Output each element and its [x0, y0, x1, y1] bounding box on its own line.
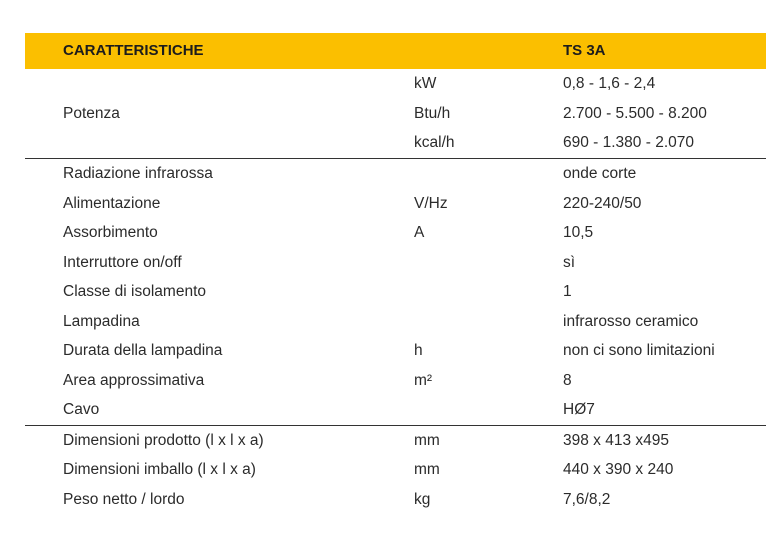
- row-label: Interruttore on/off: [63, 253, 182, 271]
- row-value: sì: [563, 253, 576, 271]
- header-label: CARATTERISTICHE: [63, 42, 204, 59]
- row-label: Dimensioni prodotto (l x l x a): [63, 431, 264, 449]
- table-row: [25, 455, 766, 485]
- row-label: Assorbimento: [63, 224, 158, 241]
- row-value: 7,6/8,2: [563, 490, 611, 508]
- row-label: Classe di isolamento: [63, 283, 207, 300]
- row-label: Radiazione infrarossa: [63, 165, 213, 182]
- row-unit: m²: [414, 371, 433, 389]
- row-value: 2.700 - 5.500 - 8.200: [563, 104, 707, 122]
- row-value: 8: [563, 371, 572, 389]
- table-row: [25, 248, 766, 278]
- row-value: 398 x 413 x495: [563, 431, 670, 449]
- row-unit: h: [414, 342, 423, 359]
- row-unit: mm: [414, 461, 440, 478]
- row-unit: kcal/h: [414, 134, 455, 152]
- specs-group: [25, 159, 766, 426]
- row-unit: kg: [414, 490, 431, 508]
- potenza-row: [25, 69, 766, 99]
- table-row: [25, 366, 766, 396]
- potenza-row: [25, 99, 766, 129]
- table-row: [25, 426, 766, 456]
- row-label: Peso netto / lordo: [63, 490, 185, 508]
- row-value: 10,5: [563, 224, 594, 241]
- row-unit: A: [414, 224, 425, 241]
- potenza-label: Potenza: [63, 105, 120, 122]
- table-row: [25, 218, 766, 248]
- row-value: HØ7: [563, 401, 595, 418]
- potenza-group: [25, 69, 766, 159]
- row-value: infrarosso ceramico: [563, 312, 699, 330]
- header-model: TS 3A: [563, 42, 606, 59]
- spec-table: [25, 33, 766, 514]
- row-unit: kW: [414, 75, 437, 92]
- row-value: 690 - 1.380 - 2.070: [563, 134, 694, 152]
- row-unit: mm: [414, 431, 440, 449]
- potenza-row: [25, 128, 766, 158]
- row-unit: Btu/h: [414, 104, 451, 122]
- table-row: [25, 336, 766, 366]
- table-row: [25, 395, 766, 425]
- row-label: Cavo: [63, 401, 100, 418]
- row-value: 0,8 - 1,6 - 2,4: [563, 75, 656, 92]
- table-row: [25, 159, 766, 189]
- row-value: non ci sono limitazioni: [563, 342, 715, 359]
- dimensions-group: [25, 426, 766, 515]
- table-row: [25, 189, 766, 219]
- table-row: [25, 307, 766, 337]
- row-label: Area approssimativa: [63, 371, 205, 389]
- row-value: onde corte: [563, 165, 637, 182]
- table-header: [25, 33, 766, 69]
- row-value: 440 x 390 x 240: [563, 461, 674, 478]
- row-value: 220-240/50: [563, 194, 642, 212]
- row-value: 1: [563, 283, 572, 300]
- row-label: Lampadina: [63, 312, 140, 330]
- table-row: [25, 277, 766, 307]
- row-unit: V/Hz: [414, 194, 448, 212]
- table-row: [25, 485, 766, 515]
- row-label: Durata della lampadina: [63, 342, 223, 359]
- row-label: Dimensioni imballo (l x l x a): [63, 461, 256, 478]
- row-label: Alimentazione: [63, 194, 161, 212]
